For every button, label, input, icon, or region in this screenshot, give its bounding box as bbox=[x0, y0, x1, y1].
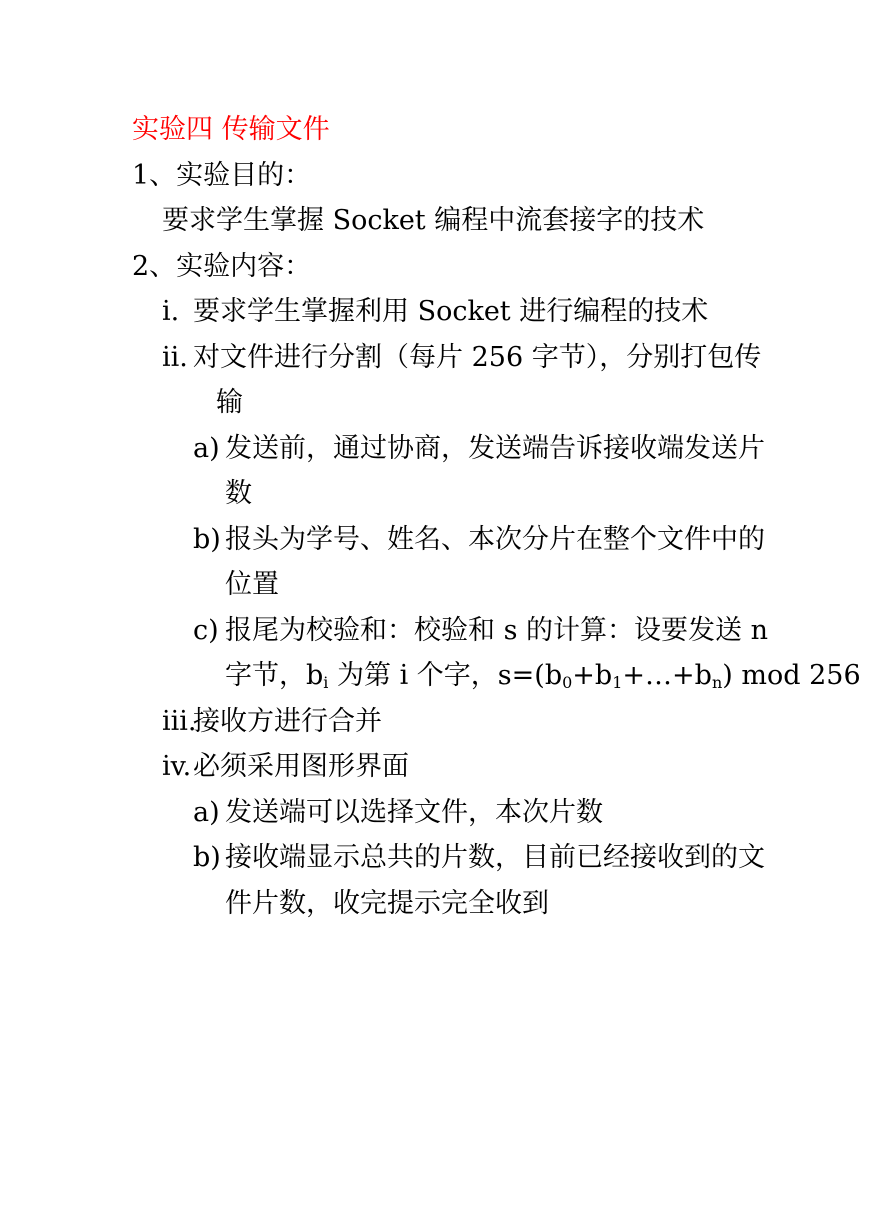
subitem-iv-b-line2: 件片数，收完提示完全收到 bbox=[225, 888, 549, 919]
subitem-ii-b-marker: b) bbox=[193, 524, 221, 555]
subitem-ii-c-line1: 报尾为校验和：校验和 s 的计算：设要发送 n bbox=[225, 615, 768, 646]
subitem-iv-b-marker: b) bbox=[193, 842, 221, 873]
formula-text: 字节，b bbox=[225, 660, 324, 691]
list-item-iv-text: 必须采用图形界面 bbox=[193, 751, 409, 782]
section-1-body: 要求学生掌握 Socket 编程中流套接字的技术 bbox=[162, 205, 705, 236]
subscript-1: 1 bbox=[612, 673, 623, 692]
formula-text: +…+b bbox=[622, 660, 712, 691]
list-item-iii-marker: iii. bbox=[162, 706, 197, 737]
section-2-heading: 2、实验内容： bbox=[132, 251, 312, 282]
subitem-iv-a-line1: 发送端可以选择文件，本次片数 bbox=[225, 797, 603, 828]
subitem-ii-a-marker: a) bbox=[193, 433, 220, 464]
subitem-iv-b-line1: 接收端显示总共的片数，目前已经接收到的文 bbox=[225, 842, 765, 873]
page-title: 实验四 传输文件 bbox=[132, 114, 330, 145]
list-item-ii-marker: ii. bbox=[162, 342, 188, 373]
formula-text: 为第 i 个字，s=(b bbox=[328, 660, 563, 691]
list-item-i-marker: i. bbox=[162, 296, 180, 327]
list-item-iii-text: 接收方进行合并 bbox=[193, 706, 382, 737]
section-1-heading: 1、实验目的： bbox=[132, 160, 312, 191]
subitem-iv-a-marker: a) bbox=[193, 797, 220, 828]
subitem-ii-b-line2: 位置 bbox=[225, 569, 279, 600]
subitem-ii-a-line2: 数 bbox=[225, 478, 252, 509]
list-item-ii-text-line2: 输 bbox=[216, 387, 243, 418]
subitem-ii-c-line2 bbox=[225, 660, 861, 692]
list-item-iv-marker: iv. bbox=[162, 751, 192, 782]
formula-text: ) mod 256 bbox=[722, 660, 861, 691]
list-item-ii-text-line1: 对文件进行分割（每片 256 字节），分别打包传 bbox=[193, 342, 762, 373]
subitem-ii-a-line1: 发送前，通过协商，发送端告诉接收端发送片 bbox=[225, 433, 765, 464]
subscript-i: i bbox=[323, 673, 329, 692]
formula-text: +b bbox=[572, 660, 613, 691]
list-item-i-text: 要求学生掌握利用 Socket 进行编程的技术 bbox=[193, 296, 709, 327]
subscript-0: 0 bbox=[562, 673, 573, 692]
subscript-n: n bbox=[711, 673, 723, 692]
subitem-ii-c-marker: c) bbox=[193, 615, 219, 646]
subitem-ii-b-line1: 报头为学号、姓名、本次分片在整个文件中的 bbox=[225, 524, 765, 555]
